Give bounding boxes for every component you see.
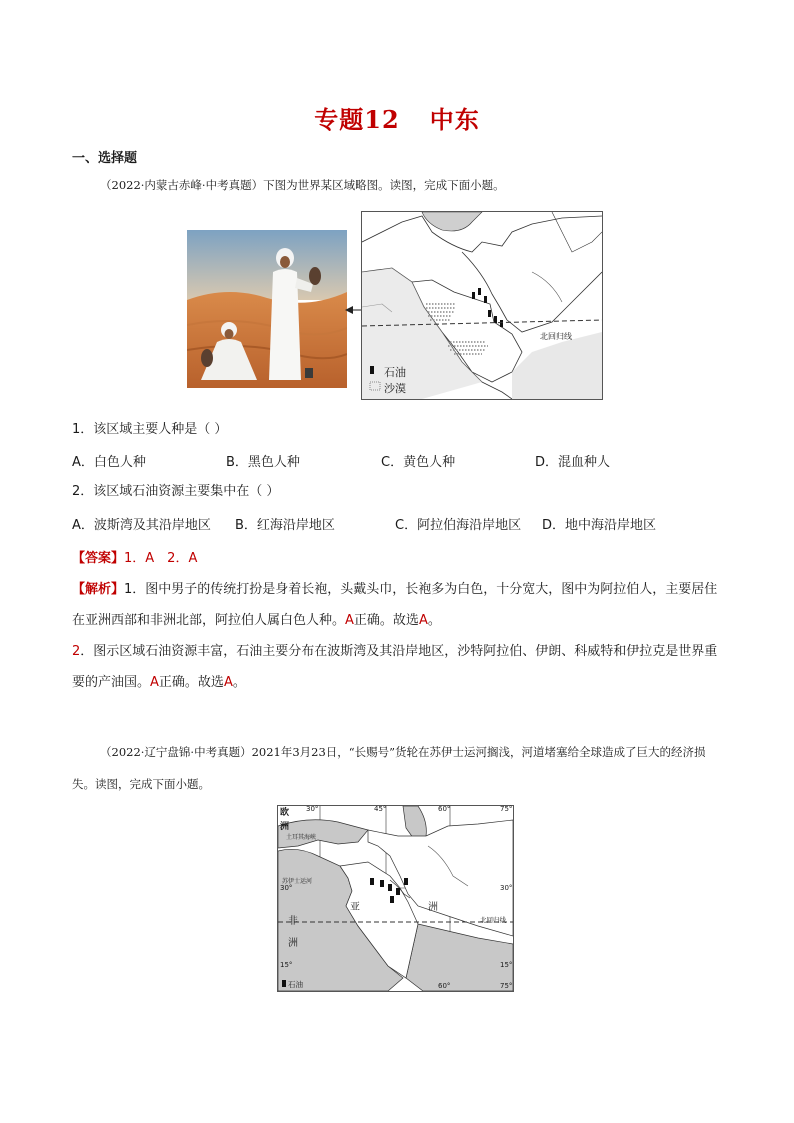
analysis-1-period: 。 (427, 613, 441, 628)
label-suez-canal: 苏伊士运河 (282, 878, 313, 885)
label-africa-2: 洲 (288, 938, 298, 949)
analysis-tag: 【解析】 (72, 582, 125, 597)
legend-oil-label-2: 石油 (288, 980, 303, 989)
arab-men-photo (187, 230, 347, 388)
legend-oil-label: 石油 (384, 366, 406, 379)
lon-label-75: 75° (500, 805, 513, 813)
label-europe: 欧 (280, 808, 290, 818)
middle-east-map-2 (277, 805, 514, 992)
question-1-option-c[interactable]: C．黄色人种 (381, 455, 456, 470)
label-asia: 亚 (350, 902, 360, 913)
analysis-paragraph-1 (72, 574, 727, 636)
question-1-option-d[interactable]: D．混血种人 (535, 455, 611, 470)
analysis-2-conclusion: 正确。故选 (158, 675, 224, 690)
question-1-stem: 1．该区域主要人种是（ ） (72, 422, 228, 437)
question-2-stem: 2．该区域石油资源主要集中在（ ） (72, 484, 280, 499)
lon-label-60: 60° (438, 805, 451, 813)
question-intro-1: （2022·内蒙古赤峰·中考真题）下图为世界某区域略图。读图，完成下面小题。 (100, 178, 505, 192)
tropic-label-2: 北回归线 (480, 916, 506, 924)
label-africa: 非 (288, 916, 298, 927)
analysis-1-option: A (345, 613, 354, 628)
label-europe-2: 洲 (280, 822, 290, 832)
analysis-2-text: ．图示区域石油资源丰富，石油主要分布在波斯湾及其沿岸地区，沙特阿拉伯、伊朗、科威特和伊拉克是世界重要的产油国。 (72, 644, 718, 690)
tropic-label-1: 北回归线 (540, 332, 572, 341)
question-1-option-a[interactable]: A．白色人种 (72, 455, 146, 470)
analysis-2-answer: A (223, 675, 233, 690)
title-topic-name: 中东 (429, 105, 480, 134)
middle-east-map-1 (361, 211, 603, 400)
analysis-2-number: 2 (72, 644, 81, 659)
analysis-1-text: 1．图中男子的传统打扮是身着长袍，头戴头巾，长袍多为白色，十分宽大，图中为阿拉伯人，主要居住在亚洲西部和非洲北部，阿拉伯人属白色人种。 (72, 582, 718, 628)
answer-line (72, 547, 197, 566)
question-intro-2: （2022·辽宁盘锦·中考真题）2021年3月23日，“长赐号”货轮在苏伊士运河搁浅，河道堵塞给全球造成了巨大的经济损失。读图，完成下面小题。 (72, 745, 706, 791)
question-2-option-a[interactable]: A．波斯湾及其沿岸地区 (72, 518, 211, 533)
lat-label-15-left: 15° (280, 961, 293, 969)
lon-label-75-bottom: 75° (500, 982, 513, 990)
label-turkish-strait: 土耳其海峡 (286, 834, 317, 841)
question-2-option-b[interactable]: B．红海沿岸地区 (235, 518, 335, 533)
lat-label-30-left: 30° (280, 884, 293, 892)
analysis-paragraph-2 (72, 636, 727, 698)
analysis-1-answer: A (418, 613, 428, 628)
page-title (0, 100, 794, 135)
label-asia-2: 洲 (428, 902, 438, 913)
analysis-1-conclusion: 正确。故选 (353, 613, 419, 628)
section-heading: 一、选择题 (72, 151, 138, 166)
answer-tag: 【答案】 (72, 551, 125, 566)
question-2-option-d[interactable]: D．地中海沿岸地区 (542, 518, 657, 533)
lon-label-30: 30° (306, 805, 319, 813)
lat-label-15-right: 15° (500, 961, 513, 969)
analysis-2-option: A (150, 675, 159, 690)
question-2-option-c[interactable]: C．阿拉伯海沿岸地区 (395, 518, 522, 533)
lat-label-30-right: 30° (500, 884, 513, 892)
answer-value: 1．A 2．A (124, 551, 198, 566)
question-1-option-b[interactable]: B．黑色人种 (226, 455, 300, 470)
title-topic-number: 专题12 (314, 105, 400, 134)
analysis-2-period: 。 (232, 675, 246, 690)
legend-desert-label: 沙漠 (384, 382, 406, 395)
lon-label-45: 45° (374, 805, 387, 813)
lon-label-60-bottom: 60° (438, 982, 451, 990)
